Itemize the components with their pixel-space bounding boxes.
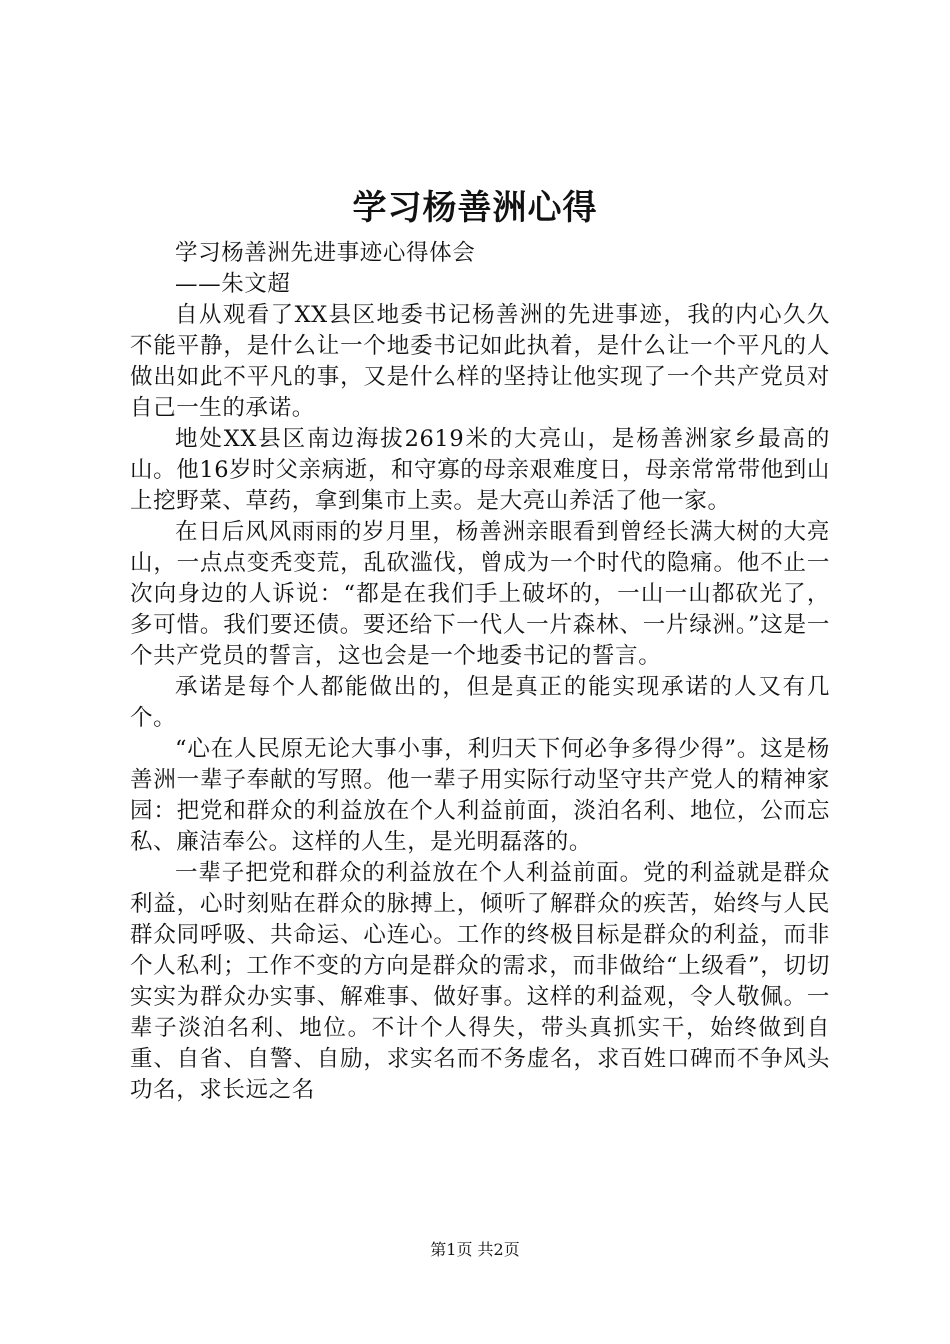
paragraph: 一辈子把党和群众的利益放在个人利益前面。党的利益就是群众利益，心时刻贴在群众的脉搏上，倾听了解群众的疾苦，始终与人民群众同呼吸、共命运、心连心。工作的终极目标是群众的利益，而非个人私利；工作不变的方向是群众的需求，而非做给“上级看”，切切实实为群众办实事、解难事、做好事。这样的利益观，令人敬佩。一辈子淡泊名利、地位。不计个人得失，带头真抓实干，始终做到自重、自省、自警、自励，求实名而不务虚名，求百姓口碑而不争风头功名，求长远之名	[130, 860, 830, 1103]
page-footer: 第1页 共2页	[430, 1240, 520, 1259]
paragraph: 承诺是每个人都能做出的，但是真正的能实现承诺的人又有几个。	[130, 674, 830, 731]
paragraph: 在日后风风雨雨的岁月里，杨善洲亲眼看到曾经长满大树的大亮山，一点点变秃变荒，乱砍滥伐，曾成为一个时代的隐痛。他不止一次向身边的人诉说：“都是在我们手上破坏的，一山一山都砍光了，多可惜。我们要还债。要还给下一代人一片森林、一片绿洲。”这是一个共产党员的誓言，这也会是一个地委书记的誓言。	[130, 519, 830, 669]
document-author: ——朱文超	[175, 271, 291, 297]
paragraph: “心在人民原无论大事小事，利归天下何必争多得少得”。这是杨善洲一辈子奉献的写照。他一辈子用实际行动坚守共产党人的精神家园：把党和群众的利益放在个人利益前面，淡泊名利、地位，公而忘私、廉洁奉公。这样的人生，是光明磊落的。	[130, 736, 830, 855]
document-body	[130, 238, 830, 1106]
paragraph: 地处XX县区南边海拔2619米的大亮山，是杨善洲家乡最高的山。他16岁时父亲病逝，和守寡的母亲艰难度日，母亲常常带他到山上挖野菜、草药，拿到集市上卖。是大亮山养活了他一家。	[130, 426, 830, 514]
document-title: 学习杨善洲心得	[352, 188, 598, 228]
document-subtitle: 学习杨善洲先进事迹心得体会	[175, 240, 476, 266]
paragraph: 自从观看了XX县区地委书记杨善洲的先进事迹，我的内心久久不能平静，是什么让一个地委书记如此执着，是什么让一个平凡的人做出如此不平凡的事，又是什么样的坚持让他实现了一个共产党员对自己一生的承诺。	[130, 302, 830, 421]
